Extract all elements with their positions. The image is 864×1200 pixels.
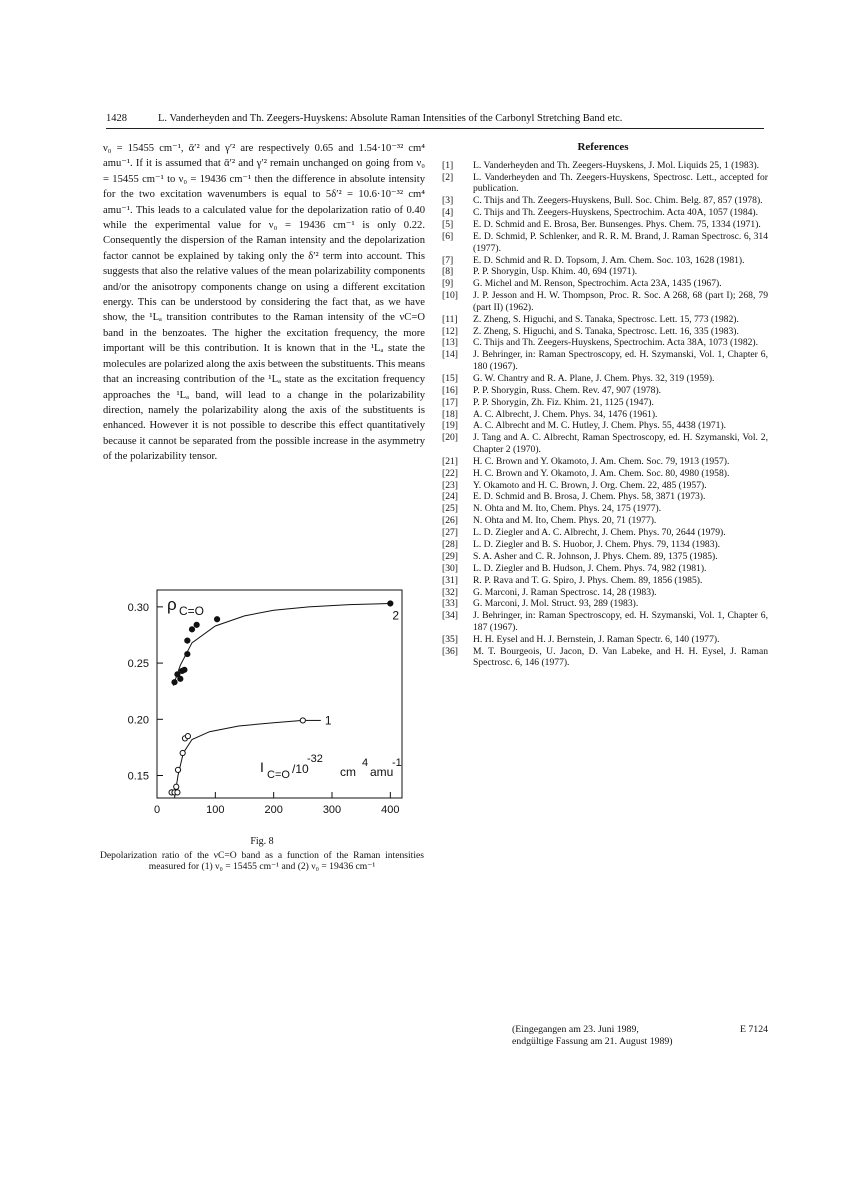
series-2-point bbox=[185, 638, 190, 643]
y-tick-label: 0.25 bbox=[127, 658, 149, 671]
reference-number: [11] bbox=[442, 313, 458, 325]
reference-number: [16] bbox=[442, 384, 458, 396]
reference-item bbox=[442, 278, 768, 290]
reference-text: H. C. Brown and Y. Okamoto, J. Am. Chem. Soc. 79, 1913 (1957). bbox=[473, 455, 730, 467]
reference-text: Z. Zheng, S. Higuchi, and S. Tanaka, Spectrosc. Lett. 15, 773 (1982). bbox=[473, 313, 739, 325]
series-2-point bbox=[178, 676, 183, 681]
reference-item bbox=[442, 290, 768, 313]
reference-item bbox=[442, 397, 768, 409]
reference-item bbox=[442, 326, 768, 338]
reference-text: L. Vanderheyden and Th. Zeegers-Huyskens, J. Mol. Liquids 25, 1 (1983). bbox=[473, 160, 760, 171]
x-axis-label-part: amu bbox=[370, 765, 394, 779]
reference-text: E. D. Schmid and E. Brosa, Ber. Bunsenges. Phys. Chem. 75, 1334 (1971). bbox=[473, 219, 761, 231]
reference-text: J. Behringer, in: Raman Spectroscopy, ed. H. Szymanski, Vol. 1, Chapter 6, 180 (1967). bbox=[473, 349, 768, 372]
reference-item bbox=[442, 575, 768, 587]
reference-item bbox=[442, 456, 768, 468]
reference-text: G. W. Chantry and R. A. Plane, J. Chem. Phys. 32, 319 (1959). bbox=[473, 372, 715, 384]
reference-item bbox=[442, 503, 768, 515]
reference-text: L. Vanderheyden and Th. Zeegers-Huyskens, Spectrosc. Lett., accepted for publication. bbox=[473, 171, 768, 195]
reference-text: J. P. Jesson and H. W. Thompson, Proc. R. Soc. A 268, 68 (part I); 268, 79 (part II) (1962). bbox=[473, 290, 768, 313]
reference-number: [25] bbox=[442, 503, 458, 515]
reference-item bbox=[442, 468, 768, 480]
reference-number: [29] bbox=[442, 550, 458, 562]
reference-text: P. P. Shorygin, Russ. Chem. Rev. 47, 907 (1978). bbox=[473, 384, 662, 396]
reference-text: Z. Zheng, S. Higuchi, and S. Tanaka, Spectrosc. Lett. 16, 335 (1983). bbox=[473, 325, 739, 337]
reference-text: E. D. Schmid, P. Schlenker, and R. R. M. Brand, J. Raman Spectrosc. 6, 314 (1977). bbox=[473, 231, 768, 254]
x-axis-label-part: I bbox=[260, 759, 264, 775]
reference-number: [4] bbox=[442, 207, 454, 219]
reference-number: [33] bbox=[442, 598, 458, 610]
reference-item bbox=[442, 480, 768, 492]
series-1-point bbox=[174, 784, 179, 789]
reference-text: M. T. Bourgeois, U. Jacon, D. Van Labeke, and H. H. Eysel, J. Raman Spectrosc. 6, 146 (1977). bbox=[473, 645, 768, 669]
series-1-point bbox=[180, 750, 185, 755]
reference-number: [28] bbox=[442, 539, 458, 551]
series-label: 2 bbox=[392, 608, 400, 623]
reference-list bbox=[442, 160, 768, 669]
figure-8 bbox=[100, 586, 430, 816]
references-heading: References bbox=[577, 141, 629, 153]
series-1-point bbox=[175, 767, 180, 772]
figure-label: Fig. 8 bbox=[250, 836, 274, 847]
reference-item bbox=[442, 551, 768, 563]
reference-item bbox=[442, 195, 768, 207]
reference-number: [27] bbox=[442, 527, 458, 539]
y-axis-label-subscript: C=O bbox=[179, 604, 205, 618]
reference-number: [2] bbox=[442, 171, 454, 183]
reference-item bbox=[442, 207, 768, 219]
reference-item bbox=[442, 373, 768, 385]
reference-number: [20] bbox=[442, 432, 458, 444]
reference-item bbox=[442, 598, 768, 610]
x-tick-label: 200 bbox=[264, 804, 283, 816]
reference-text: E. D. Schmid and B. Brosa, J. Chem. Phys. 58, 3871 (1973). bbox=[473, 491, 706, 503]
reference-text: Y. Okamoto and H. C. Brown, J. Org. Chem. 22, 485 (1957). bbox=[473, 479, 707, 491]
x-axis-label-part: -1 bbox=[392, 757, 402, 769]
figure-caption: Depolarization ratio of the νC=O band as a function of the Raman intensities measured for (1) ν₀ = 15455 cm⁻¹ and (2) ν₀ = 19436 cm⁻¹ bbox=[100, 850, 424, 873]
reference-text: S. A. Asher and C. R. Johnson, J. Phys. Chem. 89, 1375 (1985). bbox=[473, 550, 718, 562]
reference-item bbox=[442, 646, 768, 669]
reference-text: H. H. Eysel and H. J. Bernstein, J. Raman Spectr. 6, 140 (1977). bbox=[473, 633, 720, 645]
running-title: L. Vanderheyden and Th. Zeegers-Huyskens: Absolute Raman Intensities of the Carbonyl Stretching Band etc. bbox=[158, 113, 623, 124]
depolarization-chart bbox=[100, 586, 430, 816]
reference-number: [23] bbox=[442, 479, 458, 491]
reference-item bbox=[442, 432, 768, 455]
reference-item bbox=[442, 515, 768, 527]
reference-text: C. Thijs and Th. Zeegers-Huyskens, Spectrochim. Acta 38A, 1073 (1982). bbox=[473, 337, 759, 349]
reference-number: [17] bbox=[442, 396, 458, 408]
reference-number: [19] bbox=[442, 420, 458, 432]
reference-text: C. Thijs and Th. Zeegers-Huyskens, Bull. Soc. Chim. Belg. 87, 857 (1978). bbox=[473, 195, 763, 207]
series-1-point bbox=[175, 790, 180, 795]
reference-text: P. P. Shorygin, Zh. Fiz. Khim. 21, 1125 (1947). bbox=[473, 396, 654, 408]
series-1-point bbox=[300, 718, 305, 723]
reference-item bbox=[442, 219, 768, 231]
reference-item bbox=[442, 172, 768, 195]
series-2-point bbox=[182, 667, 187, 672]
series-1-point bbox=[185, 734, 190, 739]
x-tick-label: 0 bbox=[153, 804, 161, 816]
reference-text: G. Michel and M. Renson, Spectrochim. Acta 23A, 1435 (1967). bbox=[473, 278, 722, 290]
series-2-point bbox=[189, 627, 194, 632]
body-paragraph: ν₀ = 15455 cm⁻¹, ᾱ′² and γ′² are respectively 0.65 and 1.54·10⁻³² cm⁴ amu⁻¹. If it is assumed that ᾱ′² and γ′² remain unchanged on going from ν₀ = 15455 cm⁻¹ to ν₀ = 19436 cm⁻¹ then the difference in absolute intensity for the two excitation wavenumbers is equal to 5δ′² = 10.6·10⁻³² cm⁴ amu⁻¹. This leads to a calculated value for the depolarization ratio of 0.40 while the experimental value for ν₀ = 19436 cm⁻¹ is only 0.22. Consequently the dispersion of the Raman intensity and the depolarization factor cannot be explained by taking only the δ′² term into account. This suggests that also the relative values of the mean polarizability components and/or the anisotropy components change on using a different excitation energy. This can be understood by considering the fact that, as we have show, the ¹Lₐ transition contributes to the Raman intensity of the νC=O band in the benzoates. The higher the excitation frequency, the more important will be this contribution. It is known that in the ¹Lₐ state the molecules are polarized along the axis between the substituents. This means that an increasing contribution of the ¹Lₐ state as the excitation frequency approaches the ¹Lₐ band, will lead to a change in the polarizability direction, namely the polarizability along the axis of the substituents is enhanced. However it is not possible to describe this effect quantitatively because it cannot be separated from the possible increase in the asymmetry of the polarizability tensor. bbox=[103, 143, 425, 463]
reference-text: C. Thijs and Th. Zeegers-Huyskens, Spectrochim. Acta 40A, 1057 (1984). bbox=[473, 207, 759, 219]
y-tick-label: 0.15 bbox=[127, 770, 149, 783]
reference-item bbox=[442, 255, 768, 267]
x-axis-label-part: /10 bbox=[292, 762, 309, 776]
reference-item bbox=[442, 587, 768, 599]
reference-number: [10] bbox=[442, 290, 458, 302]
reference-item bbox=[442, 231, 768, 254]
reference-item bbox=[442, 527, 768, 539]
x-axis-label-part: C=O bbox=[267, 769, 290, 781]
received-date: (Eingegangen am 23. Juni 1989, bbox=[512, 1024, 639, 1035]
reference-number: [3] bbox=[442, 195, 454, 207]
reference-item bbox=[442, 266, 768, 278]
reference-item bbox=[442, 385, 768, 397]
reference-text: J. Tang and A. C. Albrecht, Raman Spectroscopy, ed. H. Szymanski, Vol. 2, Chapter 2 (1970). bbox=[473, 432, 768, 455]
series-label: 1 bbox=[324, 713, 332, 728]
series-1-curve bbox=[175, 720, 303, 798]
reference-text: N. Ohta and M. Ito, Chem. Phys. 24, 175 (1977). bbox=[473, 503, 662, 515]
x-tick-label: 100 bbox=[206, 804, 225, 816]
reference-number: [9] bbox=[442, 278, 454, 290]
reference-item bbox=[442, 337, 768, 349]
reference-number: [13] bbox=[442, 337, 458, 349]
series-2-point bbox=[185, 651, 190, 656]
reference-text: G. Marconi, J. Raman Spectrosc. 14, 28 (1983). bbox=[473, 586, 657, 598]
reference-number: [34] bbox=[442, 610, 458, 622]
reference-item bbox=[442, 349, 768, 372]
x-tick-label: 300 bbox=[322, 804, 342, 816]
page-number: 1428 bbox=[106, 113, 127, 124]
reference-number: [22] bbox=[442, 467, 458, 479]
reference-number: [7] bbox=[442, 254, 454, 266]
reference-text: A. C. Albrecht, J. Chem. Phys. 34, 1476 (1961). bbox=[473, 408, 658, 420]
reference-number: [12] bbox=[442, 325, 458, 337]
reference-number: [30] bbox=[442, 562, 458, 574]
body-text-column bbox=[103, 141, 425, 465]
reference-text: L. D. Ziegler and A. C. Albrecht, J. Chem. Phys. 70, 2644 (1979). bbox=[473, 527, 726, 539]
reference-item bbox=[442, 539, 768, 551]
reference-number: [21] bbox=[442, 455, 458, 467]
y-tick-label: 0.20 bbox=[127, 714, 149, 727]
reference-item bbox=[442, 314, 768, 326]
running-header bbox=[106, 112, 764, 129]
reference-number: [35] bbox=[442, 633, 458, 645]
reference-text: P. P. Shorygin, Usp. Khim. 40, 694 (1971). bbox=[473, 266, 638, 278]
final-version-date: endgültige Fassung am 21. August 1989) bbox=[512, 1036, 673, 1047]
reference-number: [15] bbox=[442, 372, 458, 384]
reference-number: [14] bbox=[442, 349, 458, 361]
y-axis-label: ρ bbox=[167, 595, 177, 614]
reference-number: [5] bbox=[442, 219, 454, 231]
series-2-point bbox=[172, 680, 177, 685]
x-axis-label-part: -32 bbox=[307, 753, 323, 765]
reference-item bbox=[442, 160, 768, 172]
reference-text: E. D. Schmid and R. D. Topsom, J. Am. Chem. Soc. 103, 1628 (1981). bbox=[473, 254, 745, 266]
reference-number: [1] bbox=[442, 160, 454, 171]
reference-number: [6] bbox=[442, 231, 454, 243]
reference-text: R. P. Rava and T. G. Spiro, J. Phys. Chem. 89, 1856 (1985). bbox=[473, 574, 703, 586]
x-axis-label-part: 4 bbox=[362, 757, 369, 769]
reference-item bbox=[442, 491, 768, 503]
y-tick-label: 0.30 bbox=[127, 601, 149, 614]
series-2-point bbox=[194, 622, 199, 627]
reference-text: H. C. Brown and Y. Okamoto, J. Am. Chem. Soc. 80, 4980 (1958). bbox=[473, 467, 730, 479]
reference-number: [31] bbox=[442, 574, 458, 586]
reference-item bbox=[442, 420, 768, 432]
reference-text: L. D. Ziegler and B. S. Huobor, J. Chem. Phys. 79, 1134 (1983). bbox=[473, 539, 721, 551]
reference-number: [24] bbox=[442, 491, 458, 503]
reference-item bbox=[442, 409, 768, 421]
x-tick-label: 400 bbox=[381, 804, 400, 816]
reference-number: [36] bbox=[442, 645, 458, 657]
reference-number: [8] bbox=[442, 266, 454, 278]
reference-number: [26] bbox=[442, 515, 458, 527]
series-2-curve bbox=[173, 604, 390, 686]
reference-number: [18] bbox=[442, 408, 458, 420]
reference-text: A. C. Albrecht and M. C. Hutley, J. Chem. Phys. 55, 4438 (1971). bbox=[473, 420, 727, 432]
x-axis-label-part: cm bbox=[340, 765, 356, 779]
reference-text: G. Marconi, J. Mol. Struct. 93, 289 (1983). bbox=[473, 598, 639, 610]
received-note bbox=[512, 1024, 768, 1048]
reference-item bbox=[442, 634, 768, 646]
reference-number: [32] bbox=[442, 586, 458, 598]
reference-text: N. Ohta and M. Ito, Chem. Phys. 20, 71 (1977). bbox=[473, 515, 657, 527]
series-2-point bbox=[214, 617, 219, 622]
reference-item bbox=[442, 563, 768, 575]
reference-item bbox=[442, 610, 768, 633]
manuscript-code: E 7124 bbox=[739, 1024, 768, 1035]
reference-text: L. D. Ziegler and B. Hudson, J. Chem. Phys. 74, 982 (1981). bbox=[473, 562, 707, 574]
series-2-point bbox=[388, 601, 393, 606]
reference-text: J. Behringer, in: Raman Spectroscopy, ed. H. Szymanski, Vol. 1, Chapter 6, 187 (1967). bbox=[473, 610, 768, 633]
